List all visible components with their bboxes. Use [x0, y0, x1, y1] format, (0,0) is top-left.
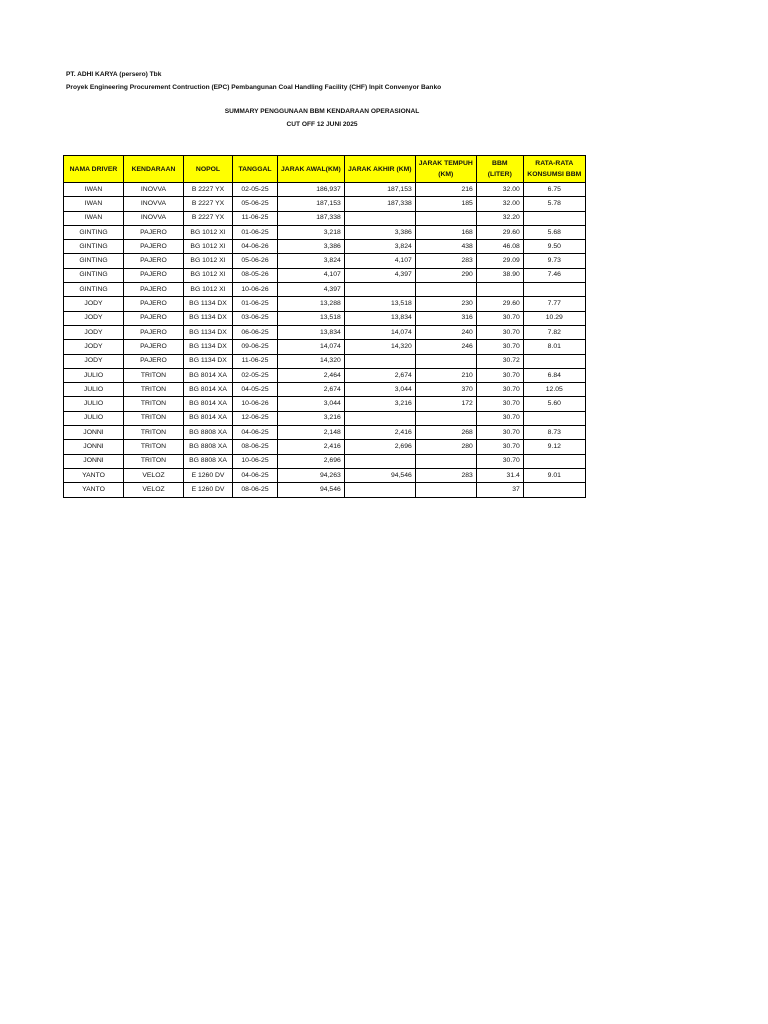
plate-cell: BG 1134 DX — [184, 354, 233, 368]
distance-cell — [415, 411, 476, 425]
plate-cell: BG 8808 XA — [184, 440, 233, 454]
date-cell: 12-06-25 — [233, 411, 278, 425]
end-km-cell: 3,044 — [344, 383, 415, 397]
end-km-cell: 13,834 — [344, 311, 415, 325]
fuel-cell: 46.08 — [476, 240, 523, 254]
consumption-cell: 12.05 — [523, 383, 585, 397]
plate-cell: BG 1134 DX — [184, 297, 233, 311]
table-row — [64, 183, 586, 197]
date-cell: 08-05-26 — [233, 268, 278, 282]
fuel-cell: 30.70 — [476, 454, 523, 468]
end-km-cell — [344, 211, 415, 225]
fuel-cell: 29.60 — [476, 297, 523, 311]
driver-cell: JODY — [64, 354, 124, 368]
fuel-cell: 29.60 — [476, 225, 523, 239]
table-row — [64, 197, 586, 211]
fuel-cell: 29.09 — [476, 254, 523, 268]
fuel-cell: 30.70 — [476, 426, 523, 440]
distance-cell — [415, 483, 476, 497]
driver-cell: IWAN — [64, 211, 124, 225]
distance-cell — [415, 211, 476, 225]
driver-cell: YANTO — [64, 468, 124, 482]
table-row — [64, 368, 586, 382]
table-row — [64, 483, 586, 497]
distance-cell: 216 — [415, 183, 476, 197]
start-km-cell: 186,937 — [278, 183, 345, 197]
fuel-cell: 37 — [476, 483, 523, 497]
end-km-cell: 14,320 — [344, 340, 415, 354]
table-row — [64, 383, 586, 397]
start-km-cell: 187,338 — [278, 211, 345, 225]
plate-cell: BG 8808 XA — [184, 454, 233, 468]
driver-cell: JULIO — [64, 411, 124, 425]
column-header: TANGGAL — [233, 156, 278, 183]
column-header: BBM (LITER) — [476, 156, 523, 183]
table-row — [64, 354, 586, 368]
fuel-cell: 30.70 — [476, 340, 523, 354]
fuel-cell: 30.72 — [476, 354, 523, 368]
date-cell: 01-06-25 — [233, 225, 278, 239]
vehicle-cell: PAJERO — [124, 354, 184, 368]
consumption-cell: 5.60 — [523, 397, 585, 411]
start-km-cell: 13,288 — [278, 297, 345, 311]
consumption-cell: 6.75 — [523, 183, 585, 197]
date-cell: 02-05-25 — [233, 368, 278, 382]
fuel-usage-table — [63, 155, 586, 498]
end-km-cell: 2,416 — [344, 426, 415, 440]
start-km-cell: 3,044 — [278, 397, 345, 411]
start-km-cell: 2,148 — [278, 426, 345, 440]
start-km-cell: 94,546 — [278, 483, 345, 497]
driver-cell: JODY — [64, 325, 124, 339]
fuel-cell: 32.00 — [476, 183, 523, 197]
vehicle-cell: PAJERO — [124, 268, 184, 282]
end-km-cell: 2,696 — [344, 440, 415, 454]
distance-cell: 185 — [415, 197, 476, 211]
driver-cell: JULIO — [64, 368, 124, 382]
date-cell: 05-06-25 — [233, 197, 278, 211]
vehicle-cell: VELOZ — [124, 468, 184, 482]
end-km-cell: 4,397 — [344, 268, 415, 282]
plate-cell: BG 8014 XA — [184, 383, 233, 397]
table-row — [64, 297, 586, 311]
end-km-cell — [344, 483, 415, 497]
distance-cell: 172 — [415, 397, 476, 411]
distance-cell — [415, 283, 476, 297]
date-cell: 08-06-25 — [233, 440, 278, 454]
consumption-cell: 9.01 — [523, 468, 585, 482]
start-km-cell: 13,518 — [278, 311, 345, 325]
end-km-cell — [344, 354, 415, 368]
plate-cell: BG 1012 XI — [184, 225, 233, 239]
fuel-cell: 30.70 — [476, 397, 523, 411]
table-row — [64, 254, 586, 268]
consumption-cell — [523, 211, 585, 225]
start-km-cell: 3,824 — [278, 254, 345, 268]
plate-cell: BG 1134 DX — [184, 311, 233, 325]
vehicle-cell: PAJERO — [124, 254, 184, 268]
date-cell: 03-06-25 — [233, 311, 278, 325]
start-km-cell: 2,696 — [278, 454, 345, 468]
consumption-cell — [523, 411, 585, 425]
driver-cell: JONNI — [64, 426, 124, 440]
column-header: JARAK AKHIR (KM) — [344, 156, 415, 183]
column-header: KENDARAAN — [124, 156, 184, 183]
date-cell: 09-06-25 — [233, 340, 278, 354]
date-cell: 08-06-25 — [233, 483, 278, 497]
plate-cell: E 1260 DV — [184, 483, 233, 497]
end-km-cell: 3,216 — [344, 397, 415, 411]
vehicle-cell: PAJERO — [124, 311, 184, 325]
column-header: RATA-RATA KONSUMSI BBM — [523, 156, 585, 183]
plate-cell: BG 8014 XA — [184, 368, 233, 382]
start-km-cell: 13,834 — [278, 325, 345, 339]
column-header: NOPOL — [184, 156, 233, 183]
fuel-cell: 31.4 — [476, 468, 523, 482]
consumption-cell: 5.78 — [523, 197, 585, 211]
column-header: JARAK AWAL(KM) — [278, 156, 345, 183]
vehicle-cell: TRITON — [124, 368, 184, 382]
distance-cell — [415, 354, 476, 368]
vehicle-cell: TRITON — [124, 454, 184, 468]
driver-cell: JODY — [64, 311, 124, 325]
distance-cell: 168 — [415, 225, 476, 239]
table-header-row — [64, 156, 586, 183]
distance-cell: 290 — [415, 268, 476, 282]
date-cell: 04-05-25 — [233, 383, 278, 397]
end-km-cell: 4,107 — [344, 254, 415, 268]
vehicle-cell: VELOZ — [124, 483, 184, 497]
distance-cell: 283 — [415, 468, 476, 482]
date-cell: 06-06-25 — [233, 325, 278, 339]
driver-cell: GINTING — [64, 240, 124, 254]
start-km-cell: 187,153 — [278, 197, 345, 211]
column-header: NAMA DRIVER — [64, 156, 124, 183]
distance-cell: 438 — [415, 240, 476, 254]
vehicle-cell: INOVVA — [124, 211, 184, 225]
end-km-cell: 14,074 — [344, 325, 415, 339]
distance-cell: 210 — [415, 368, 476, 382]
distance-cell: 268 — [415, 426, 476, 440]
distance-cell: 280 — [415, 440, 476, 454]
table-row — [64, 325, 586, 339]
distance-cell: 230 — [415, 297, 476, 311]
end-km-cell — [344, 283, 415, 297]
table-body — [64, 183, 586, 498]
consumption-cell — [523, 283, 585, 297]
distance-cell: 283 — [415, 254, 476, 268]
start-km-cell: 3,218 — [278, 225, 345, 239]
vehicle-cell: INOVVA — [124, 183, 184, 197]
table-row — [64, 211, 586, 225]
vehicle-cell: INOVVA — [124, 197, 184, 211]
consumption-cell — [523, 454, 585, 468]
table-row — [64, 426, 586, 440]
consumption-cell: 7.77 — [523, 297, 585, 311]
consumption-cell: 5.68 — [523, 225, 585, 239]
consumption-cell: 9.12 — [523, 440, 585, 454]
fuel-cell: 30.70 — [476, 311, 523, 325]
table-row — [64, 411, 586, 425]
fuel-cell: 32.20 — [476, 211, 523, 225]
consumption-cell: 8.73 — [523, 426, 585, 440]
vehicle-cell: PAJERO — [124, 283, 184, 297]
end-km-cell: 13,518 — [344, 297, 415, 311]
fuel-cell: 38.90 — [476, 268, 523, 282]
start-km-cell: 3,216 — [278, 411, 345, 425]
driver-cell: JONNI — [64, 440, 124, 454]
date-cell: 10-06-26 — [233, 283, 278, 297]
table-row — [64, 311, 586, 325]
driver-cell: JULIO — [64, 383, 124, 397]
plate-cell: BG 1134 DX — [184, 340, 233, 354]
end-km-cell: 187,153 — [344, 183, 415, 197]
consumption-cell: 9.73 — [523, 254, 585, 268]
end-km-cell: 187,338 — [344, 197, 415, 211]
distance-cell: 246 — [415, 340, 476, 354]
driver-cell: GINTING — [64, 254, 124, 268]
table-row — [64, 454, 586, 468]
plate-cell: B 2227 YX — [184, 211, 233, 225]
consumption-cell: 7.46 — [523, 268, 585, 282]
project-name: Proyek Engineering Procurement Contruction (EPC) Pembangunan Coal Handling Facility (CHF) Inpit Convenyor Banko — [66, 84, 442, 91]
plate-cell: B 2227 YX — [184, 183, 233, 197]
start-km-cell: 2,674 — [278, 383, 345, 397]
vehicle-cell: TRITON — [124, 411, 184, 425]
plate-cell: BG 1012 XI — [184, 254, 233, 268]
date-cell: 11-06-25 — [233, 211, 278, 225]
distance-cell: 370 — [415, 383, 476, 397]
vehicle-cell: PAJERO — [124, 340, 184, 354]
end-km-cell: 94,546 — [344, 468, 415, 482]
start-km-cell: 2,464 — [278, 368, 345, 382]
fuel-cell: 30.70 — [476, 325, 523, 339]
start-km-cell: 94,263 — [278, 468, 345, 482]
driver-cell: JODY — [64, 297, 124, 311]
end-km-cell — [344, 411, 415, 425]
consumption-cell — [523, 483, 585, 497]
start-km-cell: 2,416 — [278, 440, 345, 454]
table-row — [64, 268, 586, 282]
plate-cell: BG 1012 XI — [184, 268, 233, 282]
date-cell: 01-06-25 — [233, 297, 278, 311]
report-subtitle: CUT OFF 12 JUNI 2025 — [286, 121, 358, 128]
end-km-cell: 3,386 — [344, 225, 415, 239]
plate-cell: BG 8014 XA — [184, 397, 233, 411]
plate-cell: B 2227 YX — [184, 197, 233, 211]
vehicle-cell: PAJERO — [124, 325, 184, 339]
date-cell: 02-05-25 — [233, 183, 278, 197]
plate-cell: BG 1012 XI — [184, 283, 233, 297]
table-row — [64, 440, 586, 454]
driver-cell: JONNI — [64, 454, 124, 468]
vehicle-cell: PAJERO — [124, 240, 184, 254]
consumption-cell: 6.84 — [523, 368, 585, 382]
driver-cell: GINTING — [64, 268, 124, 282]
plate-cell: E 1260 DV — [184, 468, 233, 482]
driver-cell: IWAN — [64, 197, 124, 211]
driver-cell: GINTING — [64, 283, 124, 297]
vehicle-cell: PAJERO — [124, 297, 184, 311]
vehicle-cell: TRITON — [124, 426, 184, 440]
date-cell: 10-06-25 — [233, 454, 278, 468]
consumption-cell: 9.50 — [523, 240, 585, 254]
fuel-cell: 32.00 — [476, 197, 523, 211]
table-row — [64, 283, 586, 297]
vehicle-cell: TRITON — [124, 383, 184, 397]
end-km-cell: 2,674 — [344, 368, 415, 382]
start-km-cell: 4,397 — [278, 283, 345, 297]
driver-cell: GINTING — [64, 225, 124, 239]
fuel-cell — [476, 283, 523, 297]
table-row — [64, 340, 586, 354]
date-cell: 04-06-26 — [233, 240, 278, 254]
column-header: JARAK TEMPUH (KM) — [415, 156, 476, 183]
start-km-cell: 14,074 — [278, 340, 345, 354]
start-km-cell: 14,320 — [278, 354, 345, 368]
table-row — [64, 468, 586, 482]
end-km-cell — [344, 454, 415, 468]
fuel-cell: 30.70 — [476, 411, 523, 425]
start-km-cell: 3,386 — [278, 240, 345, 254]
date-cell: 11-06-25 — [233, 354, 278, 368]
distance-cell: 240 — [415, 325, 476, 339]
plate-cell: BG 8808 XA — [184, 426, 233, 440]
driver-cell: YANTO — [64, 483, 124, 497]
consumption-cell — [523, 354, 585, 368]
distance-cell: 316 — [415, 311, 476, 325]
driver-cell: JODY — [64, 340, 124, 354]
date-cell: 04-06-25 — [233, 426, 278, 440]
start-km-cell: 4,107 — [278, 268, 345, 282]
company-name: PT. ADHI KARYA (persero) Tbk — [66, 71, 162, 78]
plate-cell: BG 1012 XI — [184, 240, 233, 254]
end-km-cell: 3,824 — [344, 240, 415, 254]
distance-cell — [415, 454, 476, 468]
fuel-cell: 30.70 — [476, 368, 523, 382]
fuel-cell: 30.70 — [476, 440, 523, 454]
driver-cell: IWAN — [64, 183, 124, 197]
vehicle-cell: TRITON — [124, 440, 184, 454]
date-cell: 10-06-26 — [233, 397, 278, 411]
plate-cell: BG 8014 XA — [184, 411, 233, 425]
consumption-cell: 8.01 — [523, 340, 585, 354]
date-cell: 04-06-25 — [233, 468, 278, 482]
table-row — [64, 225, 586, 239]
table-row — [64, 240, 586, 254]
report-title: SUMMARY PENGGUNAAN BBM KENDARAAN OPERASIONAL — [224, 108, 420, 115]
consumption-cell: 10.29 — [523, 311, 585, 325]
consumption-cell: 7.82 — [523, 325, 585, 339]
date-cell: 05-06-26 — [233, 254, 278, 268]
table-row — [64, 397, 586, 411]
plate-cell: BG 1134 DX — [184, 325, 233, 339]
vehicle-cell: PAJERO — [124, 225, 184, 239]
vehicle-cell: TRITON — [124, 397, 184, 411]
driver-cell: JULIO — [64, 397, 124, 411]
fuel-cell: 30.70 — [476, 383, 523, 397]
